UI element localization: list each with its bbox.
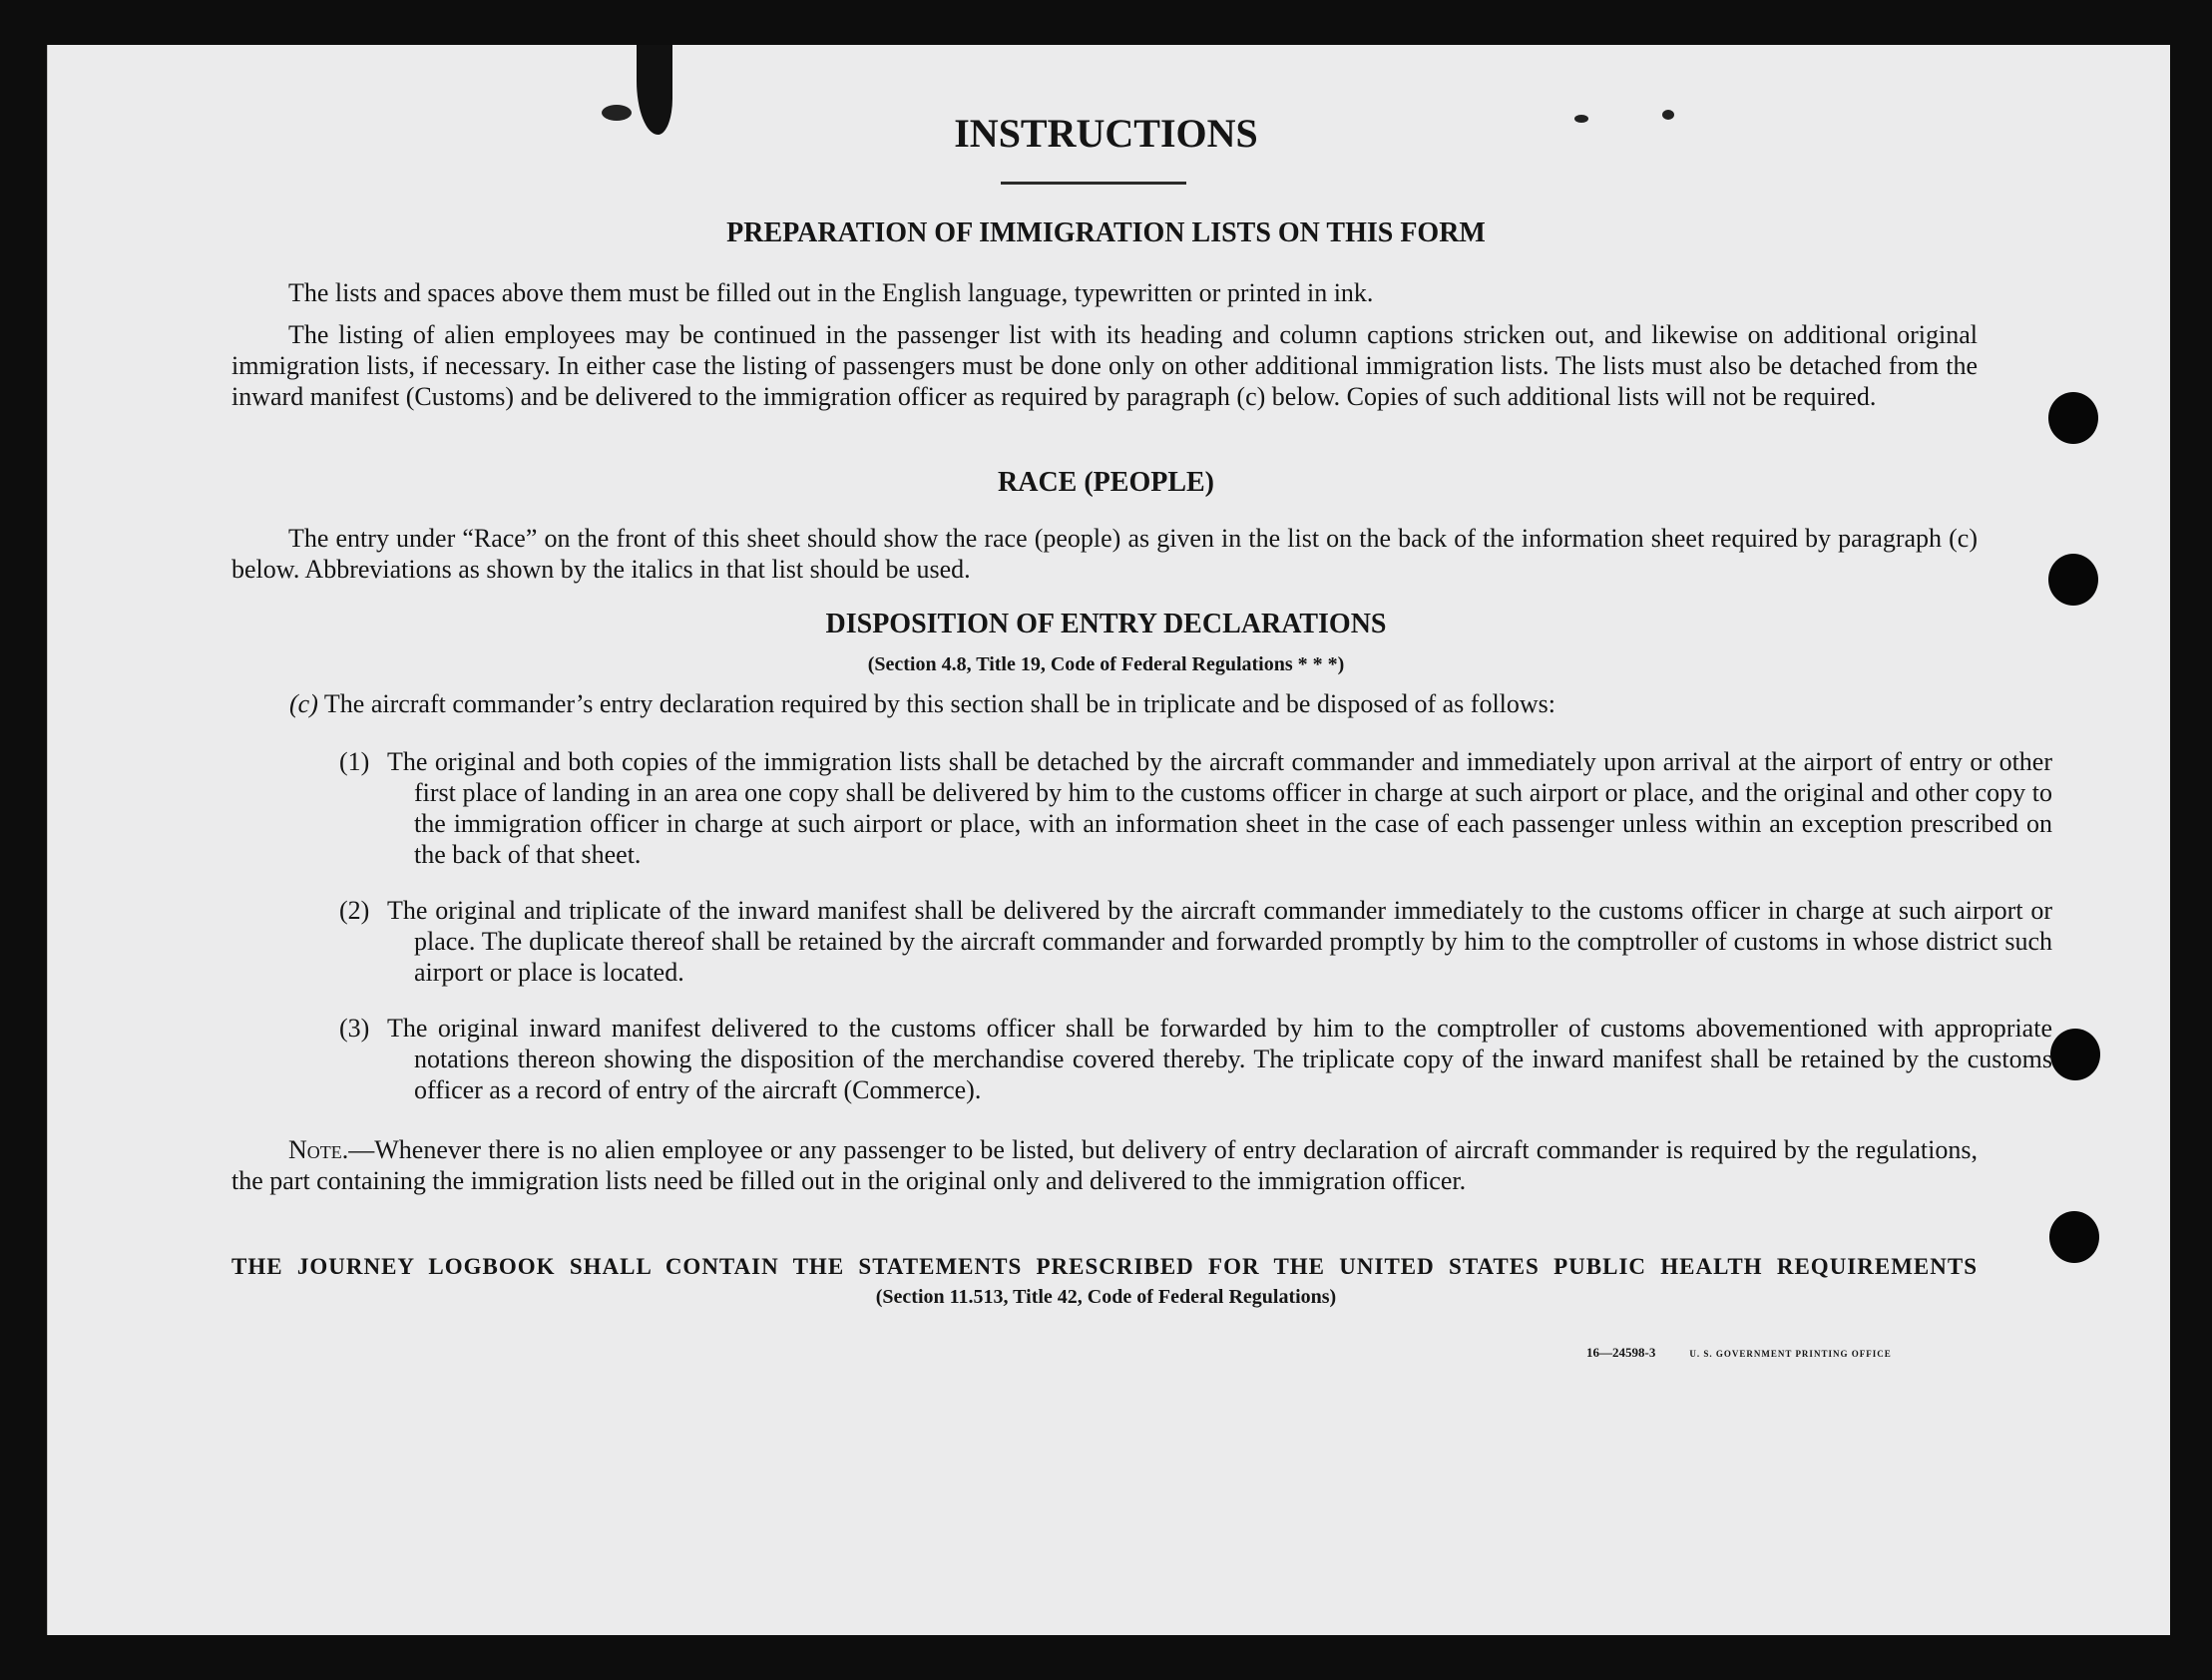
page-title: INSTRUCTIONS xyxy=(954,111,1258,156)
printer-imprint: U. S. GOVERNMENT PRINTING OFFICE xyxy=(1689,1349,1892,1359)
intro-text: The aircraft commander’s entry declaration required by this section shall be in triplicate and be disposed of as follows: xyxy=(323,689,1556,718)
paragraph-alien-employees: The listing of alien employees may be continued in the passenger list with its heading and column captions stricken out, and likewise on additional original immigration lists, if necessary. In either case the listing of passengers must be done only on other additional immigration lists. The lists must also be detached from the inward manifest (Customs) and be delivered to the immigration officer as required by paragraph (c) below. Copies of such additional lists will not be required. xyxy=(231,320,1978,411)
item-text: The original inward manifest delivered to the customs officer shall be forwarded by him to the comptroller of customs abovementioned with appropriate notations thereon showing the disposition of the merchandise covered thereby. The triplicate copy of the inward manifest shall be retained by the customs officer as a record of entry of the aircraft (Commerce). xyxy=(387,1014,2052,1104)
section-heading-disposition: DISPOSITION OF ENTRY DECLARATIONS xyxy=(825,609,1387,639)
note-label: Note. xyxy=(288,1135,349,1164)
form-code: 16—24598-3 xyxy=(1586,1345,1656,1360)
disposition-item xyxy=(339,895,2052,988)
form-footer xyxy=(1586,1345,1892,1361)
section-heading-race: RACE (PEOPLE) xyxy=(998,467,1214,498)
health-requirements-line: THE JOURNEY LOGBOOK SHALL CONTAIN THE STATEMENTS PRESCRIBED FOR THE UNITED STATES PUBLIC HEALTH REQUIREMENTS xyxy=(231,1254,1978,1279)
health-citation: (Section 11.513, Title 42, Code of Federal Regulations) xyxy=(875,1286,1337,1308)
disposition-intro xyxy=(289,688,1986,719)
disposition-item xyxy=(339,746,2052,870)
paragraph-race: The entry under “Race” on the front of this sheet should show the race (people) as given in the list on the back of the information sheet required by paragraph (c) below. Abbreviations as shown by the italics in that list should be used. xyxy=(231,524,1978,584)
item-number: (2) xyxy=(339,896,370,925)
item-text: The original and triplicate of the inward manifest shall be delivered by the aircraft commander immediately to the customs officer in charge at such airport or place. The duplicate thereof shall be retained by the aircraft commander and forwarded promptly by him to the comptroller of customs in whose district such airport or place is located. xyxy=(387,896,2052,987)
item-text: The original and both copies of the immigration lists shall be detached by the aircraft commander and immediately upon arrival at the airport of entry or other first place of landing in an area one copy shall be delivered by him to the customs officer in charge at such airport or place, and the original and other copy to the immigration officer in charge at such airport or place, with an information sheet in the case of each passenger unless within an exception prescribed on the back of that sheet. xyxy=(387,747,2052,869)
paragraph-english-language: The lists and spaces above them must be filled out in the English language, typewritten or printed in ink. xyxy=(288,278,1374,307)
disposition-citation: (Section 4.8, Title 19, Code of Federal Regulations * * *) xyxy=(867,653,1345,675)
item-number: (3) xyxy=(339,1014,370,1043)
intro-label: (c) xyxy=(289,689,318,718)
punch-hole xyxy=(2048,554,2098,606)
section-heading-preparation: PREPARATION OF IMMIGRATION LISTS ON THIS FORM xyxy=(726,217,1486,248)
punch-hole xyxy=(2048,392,2098,444)
item-number: (1) xyxy=(339,747,370,776)
note-paragraph xyxy=(231,1134,1978,1196)
disposition-item xyxy=(339,1013,2052,1105)
punch-hole xyxy=(2050,1029,2100,1080)
note-text: —Whenever there is no alien employee or any passenger to be listed, but delivery of entry declaration of aircraft commander is required by the regulations, the part containing the immigration lists need be filled out in the original only and delivered to the immigration officer. xyxy=(231,1135,1978,1195)
punch-hole xyxy=(2049,1211,2099,1263)
title-underline xyxy=(1001,182,1186,185)
